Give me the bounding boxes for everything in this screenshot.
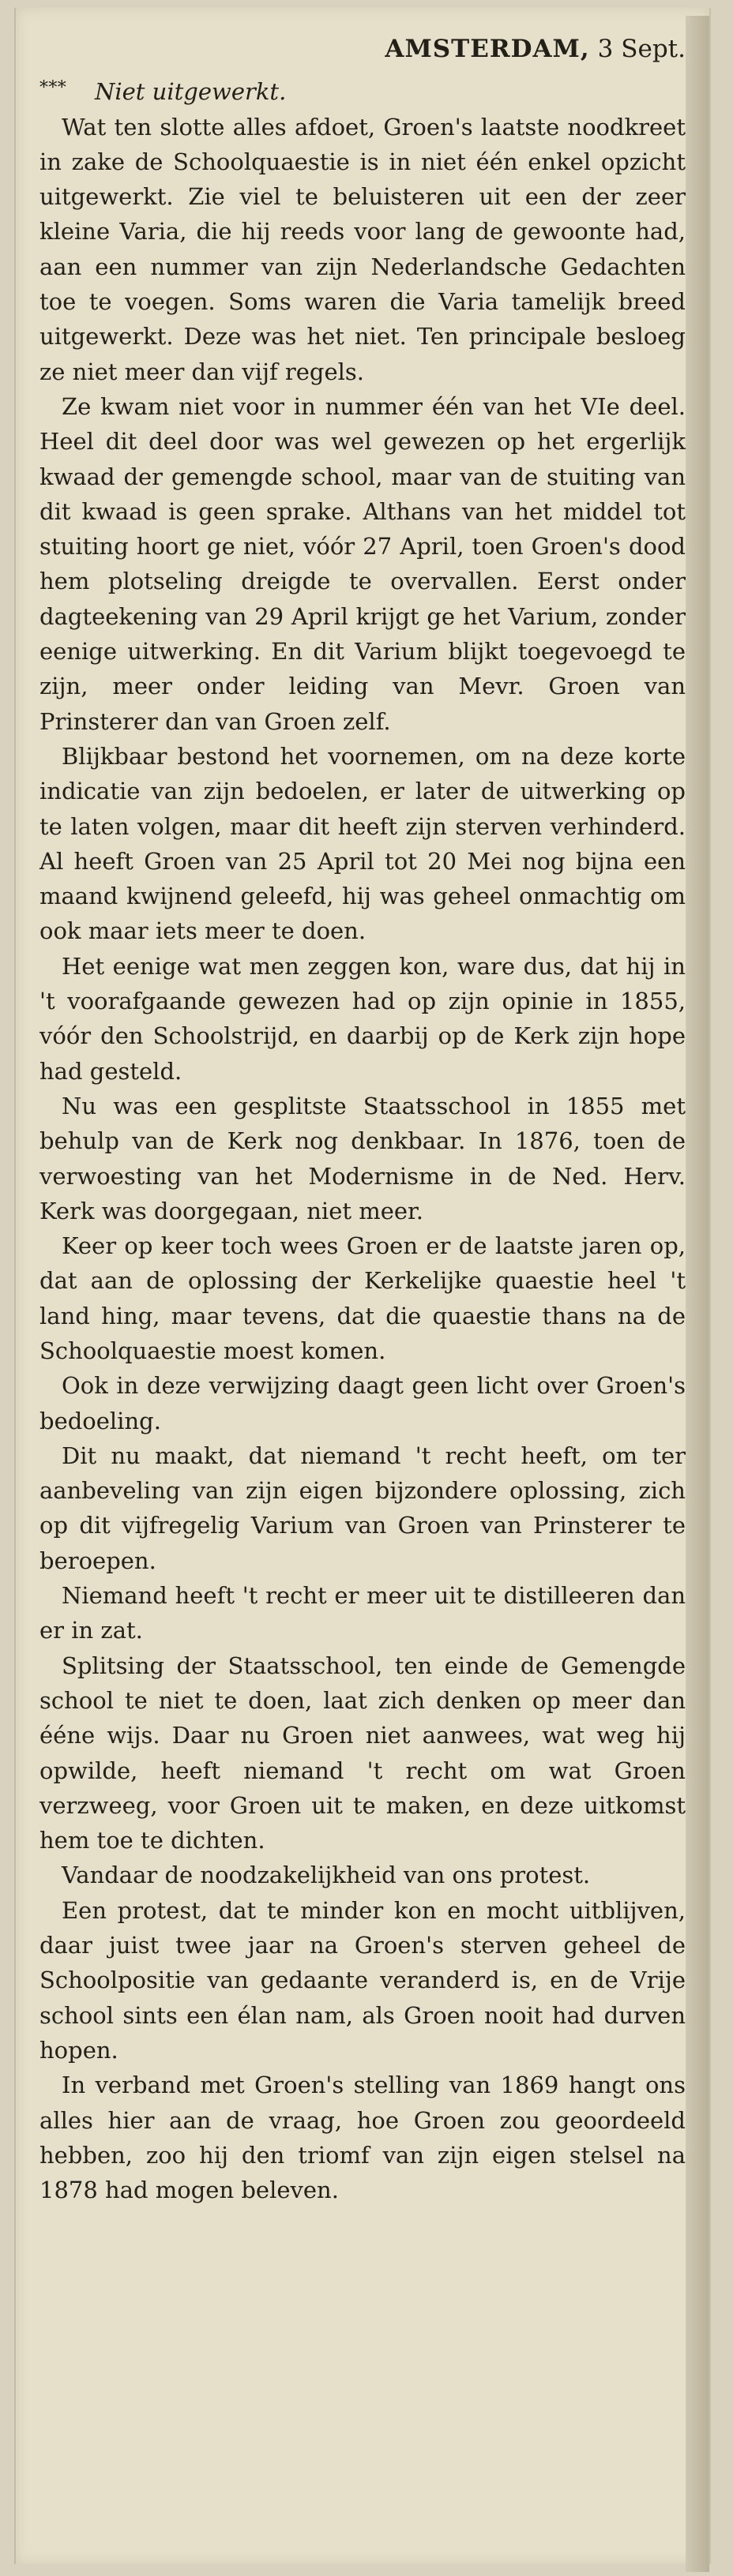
paragraph: Het eenige wat men zeggen kon, ware dus, dat hij in 't voorafgaande gewezen had op zijn opinie in 1855, vóór den Schoolstrijd, en daarbij op de Kerk zijn hope had gesteld. [39, 952, 686, 1085]
paragraph: In verband met Groen's stelling van 1869 hangt ons alles hier aan de vraag, hoe Groen zou geoordeeld hebben, zoo hij den triomf van zijn eigen stelsel na 1878 had mogen beleven. [39, 2072, 686, 2204]
paper-edge-shadow [686, 16, 709, 2572]
dateline-date: 3 Sept. [597, 35, 686, 63]
paragraph: Een protest, dat te minder kon en mocht uitblijven, daar juist twee jaar na Groen's sterven geheel de Schoolpositie van gedaante veranderd is, en de Vrije school sints een élan nam, als Groen nooit had durven hopen. [39, 1896, 686, 2064]
article-heading [39, 74, 686, 109]
dateline [39, 32, 686, 66]
paragraph: Keer op keer toch wees Groen er de laatste jaren op, dat aan de oplossing der Kerkelijke quaestie heel 't land hing, maar tevens, dat die quaestie thans na de Schoolquaestie moest komen. [39, 1232, 686, 1364]
paragraph: Nu was een gesplitste Staatsschool in 1855 met behulp van de Kerk nog denkbaar. In 1876, toen de verwoesting van het Modernisme in de Ned. Herv. Kerk was doorgegaan, niet meer. [39, 1092, 686, 1224]
paragraph: Dit nu maakt, dat niemand 't recht heeft, om ter aanbeveling van zijn eigen bijzondere oplossing, zich op dit vijfregelig Varium van Groen van Prinsterer te beroepen. [39, 1442, 686, 1574]
paragraph: Ze kwam niet voor in nummer één van het VIe deel. Heel dit deel door was wel gewezen op het ergerlijk kwaad der gemengde school, maar van de stuiting van dit kwaad is geen sprake. Althans van het middel tot stuiting hoort ge niet, vóór 27 April, toen Groen's dood hem plotseling dreigde te overvallen. Eerst onder dagteekening van 29 April krijgt ge het Varium, zonder eenige uitwerking. En dit Varium blijkt toegevoegd te zijn, meer onder leiding van Mevr. Groen van Prinsterer dan van Groen zelf. [39, 392, 686, 735]
newspaper-clipping [14, 8, 711, 2564]
dateline-place: AMSTERDAM, [385, 35, 590, 63]
article [39, 32, 686, 2207]
asterism-icon: * * * [39, 78, 65, 99]
paragraph: Blijkbaar bestond het voornemen, om na deze korte indicatie van zijn bedoelen, er later de uitwerking op te laten volgen, maar dit heeft zijn sterven verhinderd. Al heeft Groen van 25 April tot 20 Mei nog bijna een maand kwijnend geleefd, hij was geheel onmachtig om ook maar iets meer te doen. [39, 742, 686, 945]
paragraph: Ook in deze verwijzing daagt geen licht over Groen's bedoeling. [39, 1372, 686, 1434]
paragraph: Splitsing der Staatsschool, ten einde de Gemengde school te niet te doen, laat zich denken op meer dan ééne wijs. Daar nu Groen niet aanwees, wat weg hij opwilde, heeft niemand 't recht om wat Groen verzweeg, voor Groen uit te maken, en deze uitkomst hem toe te dichten. [39, 1652, 686, 1854]
paragraph: Wat ten slotte alles afdoet, Groen's laatste noodkreet in zake de Schoolquaestie is in niet één enkel opzicht uitgewerkt. Zie viel te beluisteren uit een der zeer kleine Varia, die hij reeds voor lang de gewoonte had, aan een nummer van zijn Nederlandsche Gedachten toe te voegen. Soms waren die Varia tamelijk breed uitgewerkt. Deze was het niet. Ten principale besloeg ze niet meer dan vijf regels. [39, 113, 686, 385]
paragraph: Niemand heeft 't recht er meer uit te distilleeren dan er in zat. [39, 1582, 686, 1644]
article-title: Niet uitgewerkt. [95, 78, 287, 106]
paragraph: Vandaar de noodzakelijkheid van ons protest. [62, 1862, 591, 1889]
